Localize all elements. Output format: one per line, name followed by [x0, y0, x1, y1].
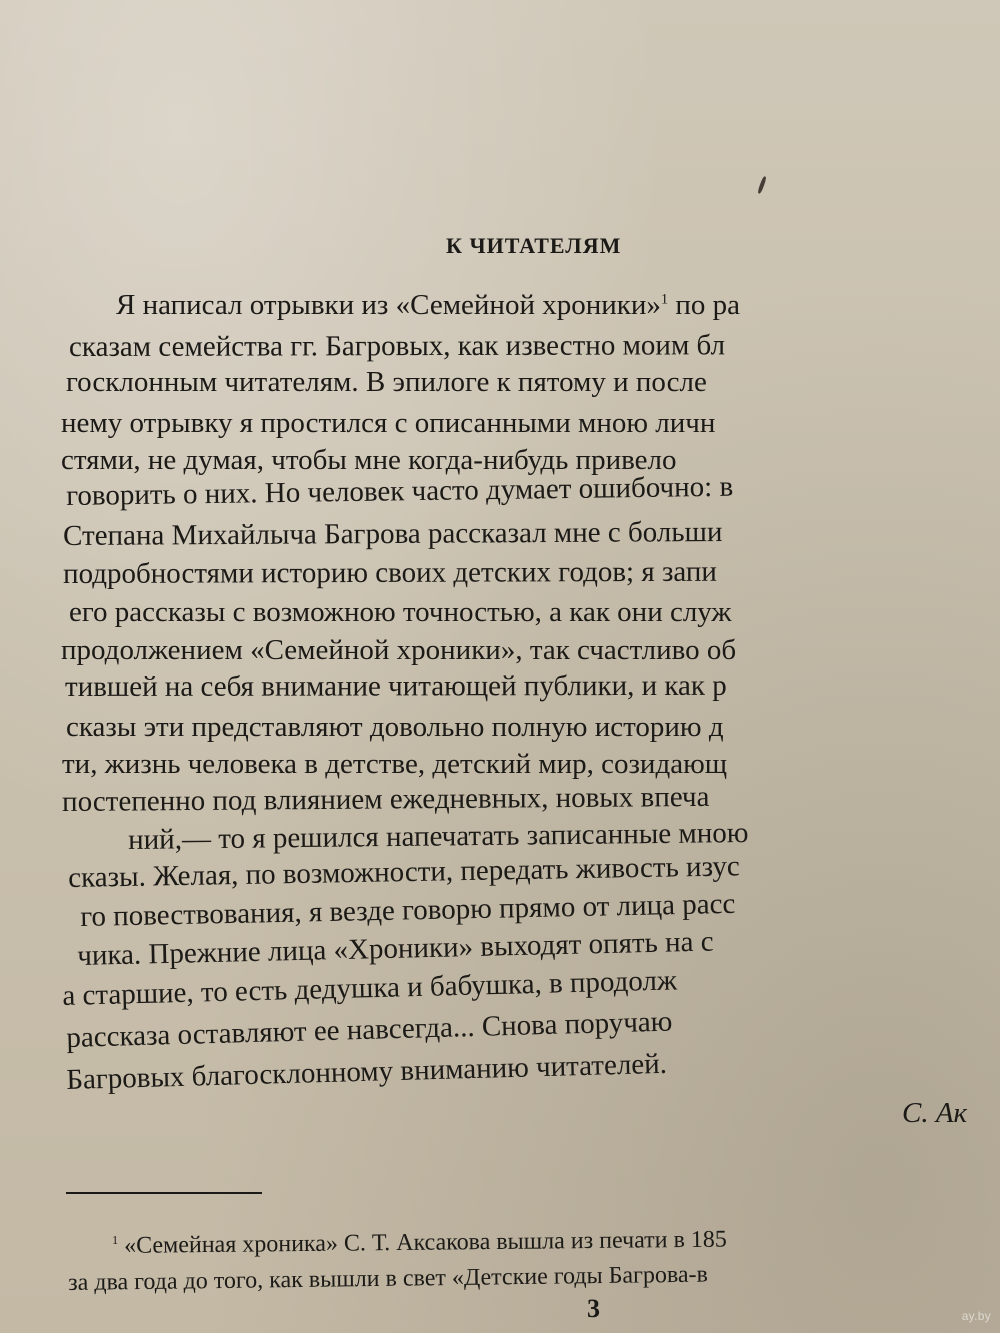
- body-line-1-tail: по ра: [675, 289, 741, 321]
- body-line-19: а старшие, то есть дедушка и бабушка, в продолж: [61, 964, 678, 1012]
- footnote-line-1-text: «Семейная хроника» С. Т. Аксакова вышла из печати в 185: [123, 1226, 727, 1259]
- body-line-9: его рассказы с возможною точностью, а как они служ: [69, 596, 732, 628]
- body-line-15: ний,— то я решился напечатать записанные мною: [127, 816, 749, 856]
- ink-speck: [757, 176, 767, 194]
- body-line-7: Степана Михайлыча Багрова рассказал мне с больши: [62, 515, 723, 552]
- page-title: К ЧИТАТЕЛЯМ: [446, 233, 622, 258]
- body-line-17: го повествования, я везде говорю прямо от лица расс: [79, 887, 736, 933]
- body-line-11: тившей на себя внимание читающей публики, и как р: [64, 669, 727, 703]
- footnote-marker: 1: [660, 291, 669, 308]
- body-line-3: госклонным читателям. В эпилоге к пятому и после: [66, 366, 707, 398]
- body-line-1-text: Я написал отрывки из «Семейной хроники»: [116, 289, 661, 321]
- body-line-5: стями, не думая, чтобы мне когда-нибудь привело: [61, 444, 677, 476]
- body-line-6: говорить о них. Но человек часто думает ошибочно: в: [65, 470, 734, 512]
- body-line-13: ти, жизнь человека в детстве, детский мир, созидающ: [62, 748, 728, 780]
- body-line-12: сказы эти представляют довольно полную историю д: [66, 711, 724, 743]
- body-line-2: сказам семейства гг. Багровых, как известно моим бл: [68, 329, 726, 363]
- footnote-divider: [66, 1192, 262, 1194]
- footnote-line-1: [112, 1228, 727, 1258]
- body-line-18: чика. Прежние лица «Хроники» выходят опять на с: [76, 925, 714, 972]
- author-signature: С. Ак: [902, 1097, 968, 1129]
- body-line-4: нему отрывку я простился с описанными мною личн: [61, 407, 716, 439]
- page-number: 3: [587, 1294, 600, 1323]
- body-line-14: постепенно под влиянием ежедневных, новых впеча: [61, 780, 710, 818]
- body-line-20: рассказа оставляют ее навсегда... Снова поручаю: [65, 1005, 673, 1054]
- body-line-8: подробностями историю своих детских годов; я запи: [62, 555, 717, 590]
- body-line-1: [116, 291, 740, 320]
- footnote-number: 1: [111, 1232, 119, 1247]
- watermark: ay.by: [961, 1309, 991, 1323]
- body-line-10: продолжением «Семейной хроники», так счастливо об: [61, 634, 737, 666]
- footnote-line-2: за два года до того, как вышли в свет «Детские годы Багрова-в: [67, 1261, 709, 1296]
- body-line-21: Багровых благосклонному вниманию читателей.: [65, 1047, 668, 1096]
- body-line-16: сказы. Желая, по возможности, передать живость изус: [67, 850, 741, 894]
